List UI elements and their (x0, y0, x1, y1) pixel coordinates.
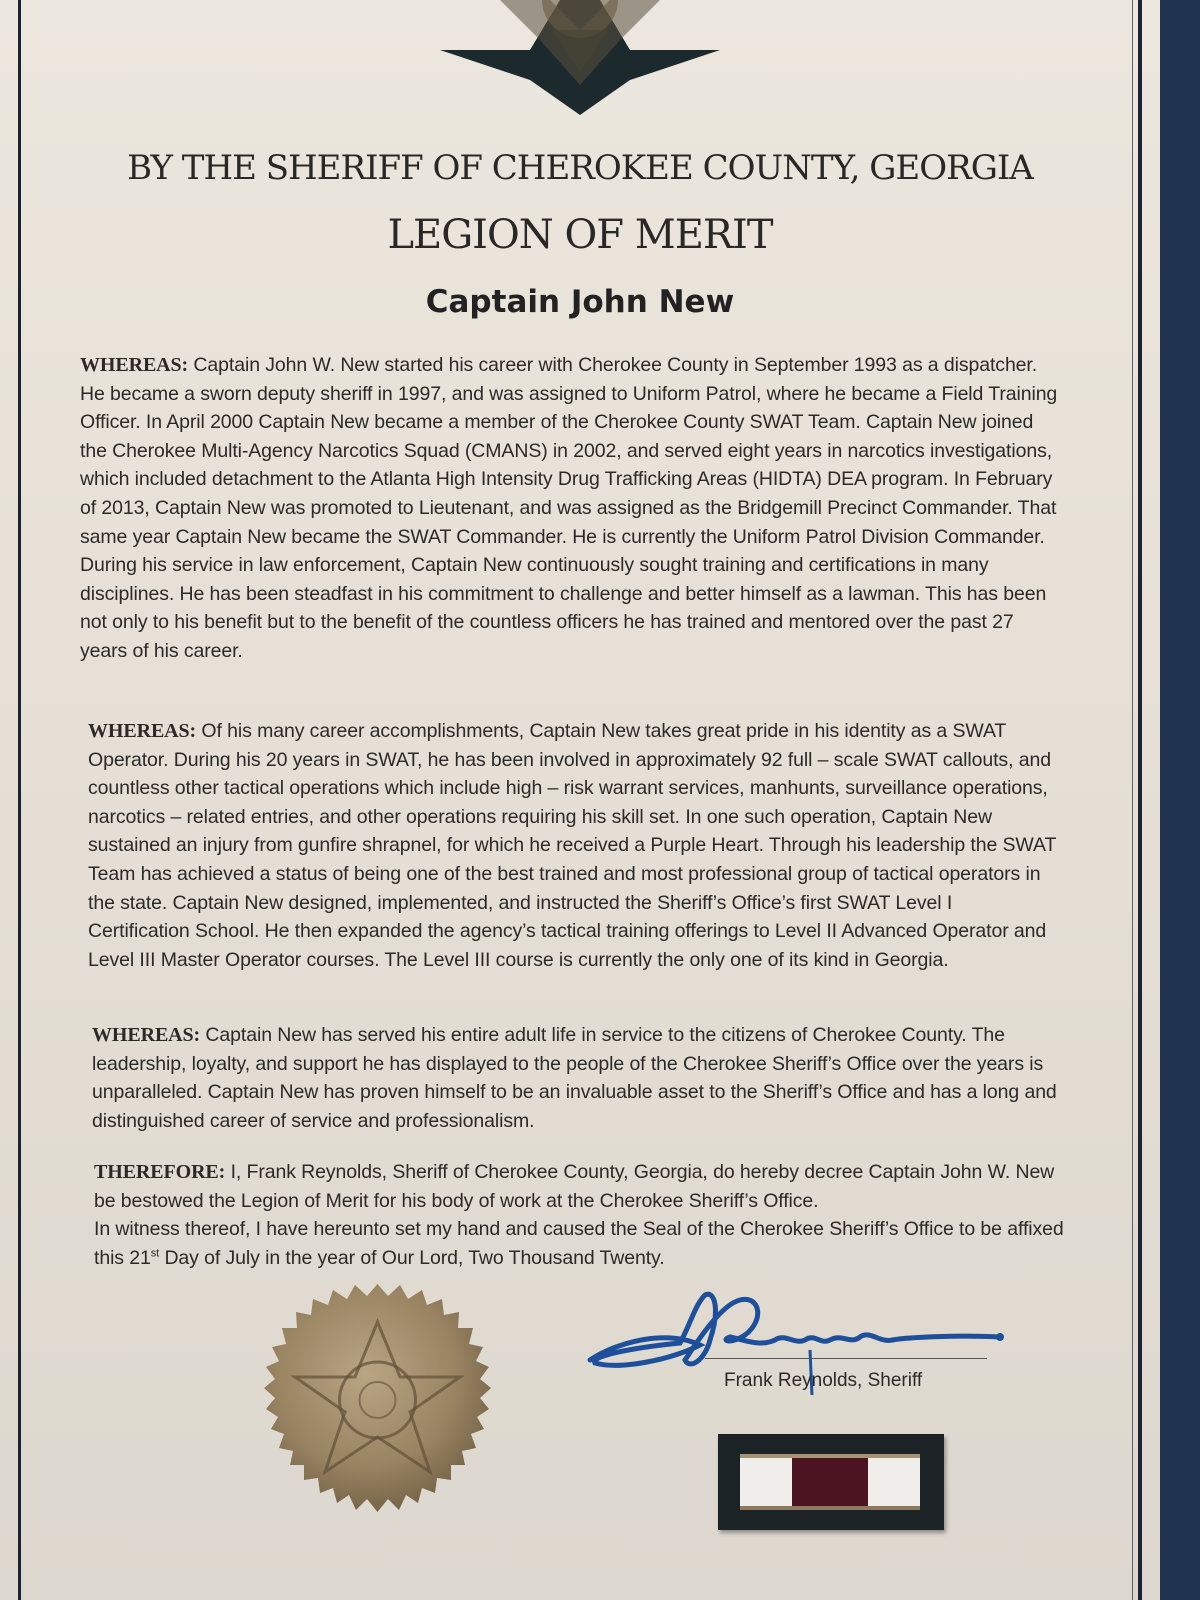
ribbon-stripe-right (868, 1458, 920, 1506)
recipient-name: Captain John New (425, 284, 735, 320)
whereas-paragraph-3 (92, 1021, 1062, 1135)
paragraph-text: I, Frank Reynolds, Sheriff of Cherokee County, Georgia, do hereby decree Captain John W. New be bestowed the Legion of Merit for his body of work at the Cherokee Sheriff’s Office. (94, 1161, 1055, 1212)
paragraph-text: Captain New has served his entire adult life in service to the citizens of Cherokee County. The leadership, loyalty, and support he has displayed to the people of the Cherokee Sheriff’s Office over the years is unparalleled. Captain New has proven himself to be an invaluable asset to the Sheriff’s Office and has a long and distinguished career of service and professionalism. (92, 1024, 1057, 1132)
paragraph-lead: THEREFORE: (94, 1161, 226, 1183)
ribbon-stripe-center (792, 1458, 868, 1506)
sheriff-star-badge-icon (440, 0, 720, 115)
ribbon-bar (740, 1454, 920, 1510)
paragraph-text: Of his many career accomplishments, Captain New takes great pride in his identity as a SWAT Operator. During his 20 years in SWAT, he has been involved in approximately 92 full – scale SWAT callouts, and countless other tactical operations which include high – risk warrant services, manhunts, surveillance operations, narcotics – related entries, and other operations requiring his skill set. In one such operation, Captain New sustained an injury from gunfire shrapnel, for which he received a Purple Heart. Through his leadership the SWAT Team has achieved a status of being one of the best trained and most professional group of tactical operators in the state. Captain New designed, implemented, and instructed the Sheriff’s Office’s first SWAT Level I Certification School. He then expanded the agency’s tactical training offerings to Level II Advanced Operator and Level III Master Operator courses. The Level III course is currently the only one of its kind in Georgia. (88, 720, 1056, 971)
witness-text-end: Day of July in the year of Our Lord, Two Thousand Twenty. (159, 1246, 665, 1269)
paragraph-text: Captain John W. New started his career with Cherokee County in September 1993 as a dispatcher. He became a sworn deputy sheriff in 1997, and was assigned to Uniform Patrol, where he became a Field Training Officer. In April 2000 Captain New became a member of the Cherokee County SWAT Team. Captain New joined the Cherokee Multi-Agency Narcotics Squad (CMANS) in 2002, and served eight years in narcotics investigations, which included detachment to the Atlanta High Intensity Drug Trafficking Areas (HIDTA) DEA program. In February of 2013, Captain New was promoted to Lieutenant, and was assigned as the Bridgemill Precinct Commander. That same year Captain New became the SWAT Commander. He is currently the Uniform Patrol Division Commander. During his service in law enforcement, Captain New continuously sought training and certifications in many disciplines. He has been steadfast in his commitment to challenge and better himself as a lawman. This has been not only to his benefit but to the benefit of the countless officers he has trained and mentored over the past 27 years of his career. (80, 354, 1058, 662)
paragraph-lead: WHEREAS: (88, 720, 197, 742)
whereas-paragraph-2 (88, 717, 1058, 974)
witness-text: In witness thereof, I have hereunto set my hand and caused the Seal of the Cherokee Sheriff’s Office to be affixed this 21 (94, 1218, 1064, 1269)
ordinal-suffix: st (150, 1247, 160, 1260)
whereas-paragraph-1 (80, 351, 1065, 666)
paragraph-lead: WHEREAS: (80, 354, 189, 376)
legion-of-merit-ribbon-icon (718, 1434, 944, 1530)
gold-seal-icon (240, 1282, 515, 1557)
award-title: LEGION OF MERIT (387, 212, 773, 258)
signatory-name: Frank Reynolds, Sheriff (724, 1370, 923, 1391)
signature-line (705, 1358, 987, 1359)
ribbon-stripe-left (740, 1458, 792, 1506)
issuer-heading: BY THE SHERIFF OF CHEROKEE COUNTY, GEORGIA (127, 148, 1033, 188)
therefore-paragraph (94, 1158, 1064, 1272)
paragraph-lead: WHEREAS: (92, 1024, 201, 1046)
frame-backing (1160, 0, 1200, 1600)
